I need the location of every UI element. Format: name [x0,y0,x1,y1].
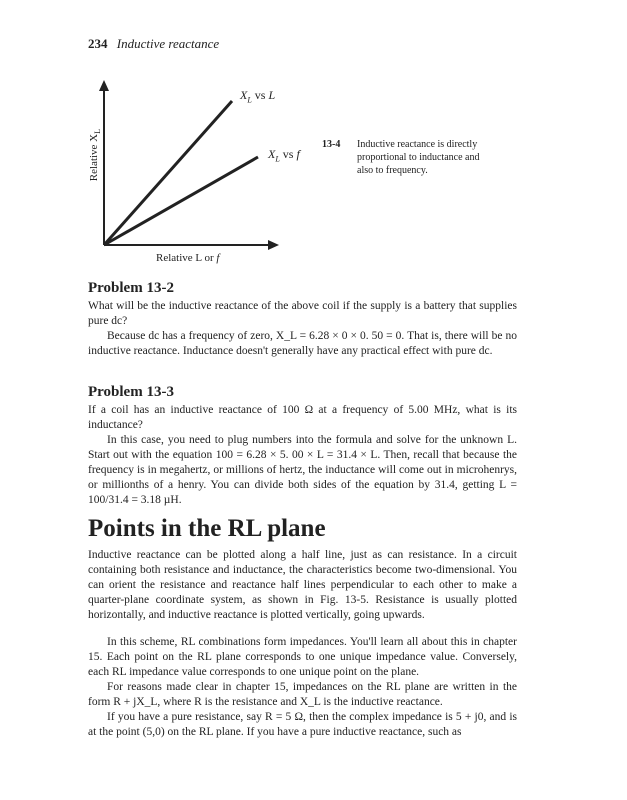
problem-13-2-answer: Because dc has a frequency of zero, X_L = 6.28 × 0 × 0. 50 = 0. That is, there will be no inductive reactance. Inductance doesn't generally have any practical effect with pure dc. [88,330,517,357]
figure-caption-text: Inductive reactance is directly proportional to inductance and also to frequency. [357,139,480,176]
problem-13-3-answer: In this case, you need to plug numbers into the formula and solve for the unknown L. Start out with the equation 100 = 6.28 × 5. 00 × L = 31.4 × L. Then, recall that because the frequency is in megahertz, or millions of hertz, the inductance will come out in microhenrys, or millionths of a henry. You can divide both sides of the equation by 31.4, getting L = 100/31.4 = 3.18 µH. [88,434,517,506]
problem-13-3-heading: Problem 13-3 [88,384,174,400]
section-heading: Points in the RL plane [88,515,326,542]
section-paragraph-3: For reasons made clear in chapter 15, impedances on the RL plane are written in the form R + jX_L, where R is the resistance and X_L is the inductive reactance. [88,681,517,708]
problem-13-3-question: If a coil has an inductive reactance of 100 Ω at a frequency of 5.00 MHz, what is its inductance? [88,404,517,431]
problem-13-2-question: What will be the inductive reactance of the above coil if the supply is a battery that supplies pure dc? [88,300,517,327]
figure-13-4 [82,80,292,265]
line-xl-vs-f [104,157,258,245]
section-paragraph-2: In this scheme, RL combinations form impedances. You'll learn all about this in chapter 15. Each point on the RL plane corresponds to one unique impedance value. Conversely, each RL impedance value corresponds to one unique point on the plane. [88,636,517,678]
line-xl-vs-l [104,101,232,245]
y-axis-label: Relative $X_L$ [87,128,103,182]
page-number: 234 [88,36,108,51]
y-axis-arrow [99,80,109,91]
x-axis-label: Relative L or f [156,252,220,264]
x-axis-arrow [268,240,279,250]
section-paragraph-1: Inductive reactance can be plotted along a half line, just as can resistance. In a circuit containing both resistance and inductance, the characteristics become two-dimensional. You can orient the resistance and reactance half lines perpendicular to each other to make a quarter-plane coordinate system, as shown in Fig. 13-5. Resistance is usually plotted horizontally, and inductive reactance is plotted vertically, going upwards. [88,549,517,621]
line2-label: $X_L$ vs f [268,147,300,164]
problem-13-2-heading: Problem 13-2 [88,280,174,296]
section-paragraph-4: If you have a pure resistance, say R = 5 Ω, then the complex impedance is 5 + j0, and is at the point (5,0) on the RL plane. If you have a pure inductive reactance, such as [88,711,517,738]
figure-number: 13-4 [322,139,341,150]
line1-label: $X_L$ vs L [240,88,276,105]
chapter-title: Inductive reactance [116,36,220,51]
running-header [88,36,219,52]
